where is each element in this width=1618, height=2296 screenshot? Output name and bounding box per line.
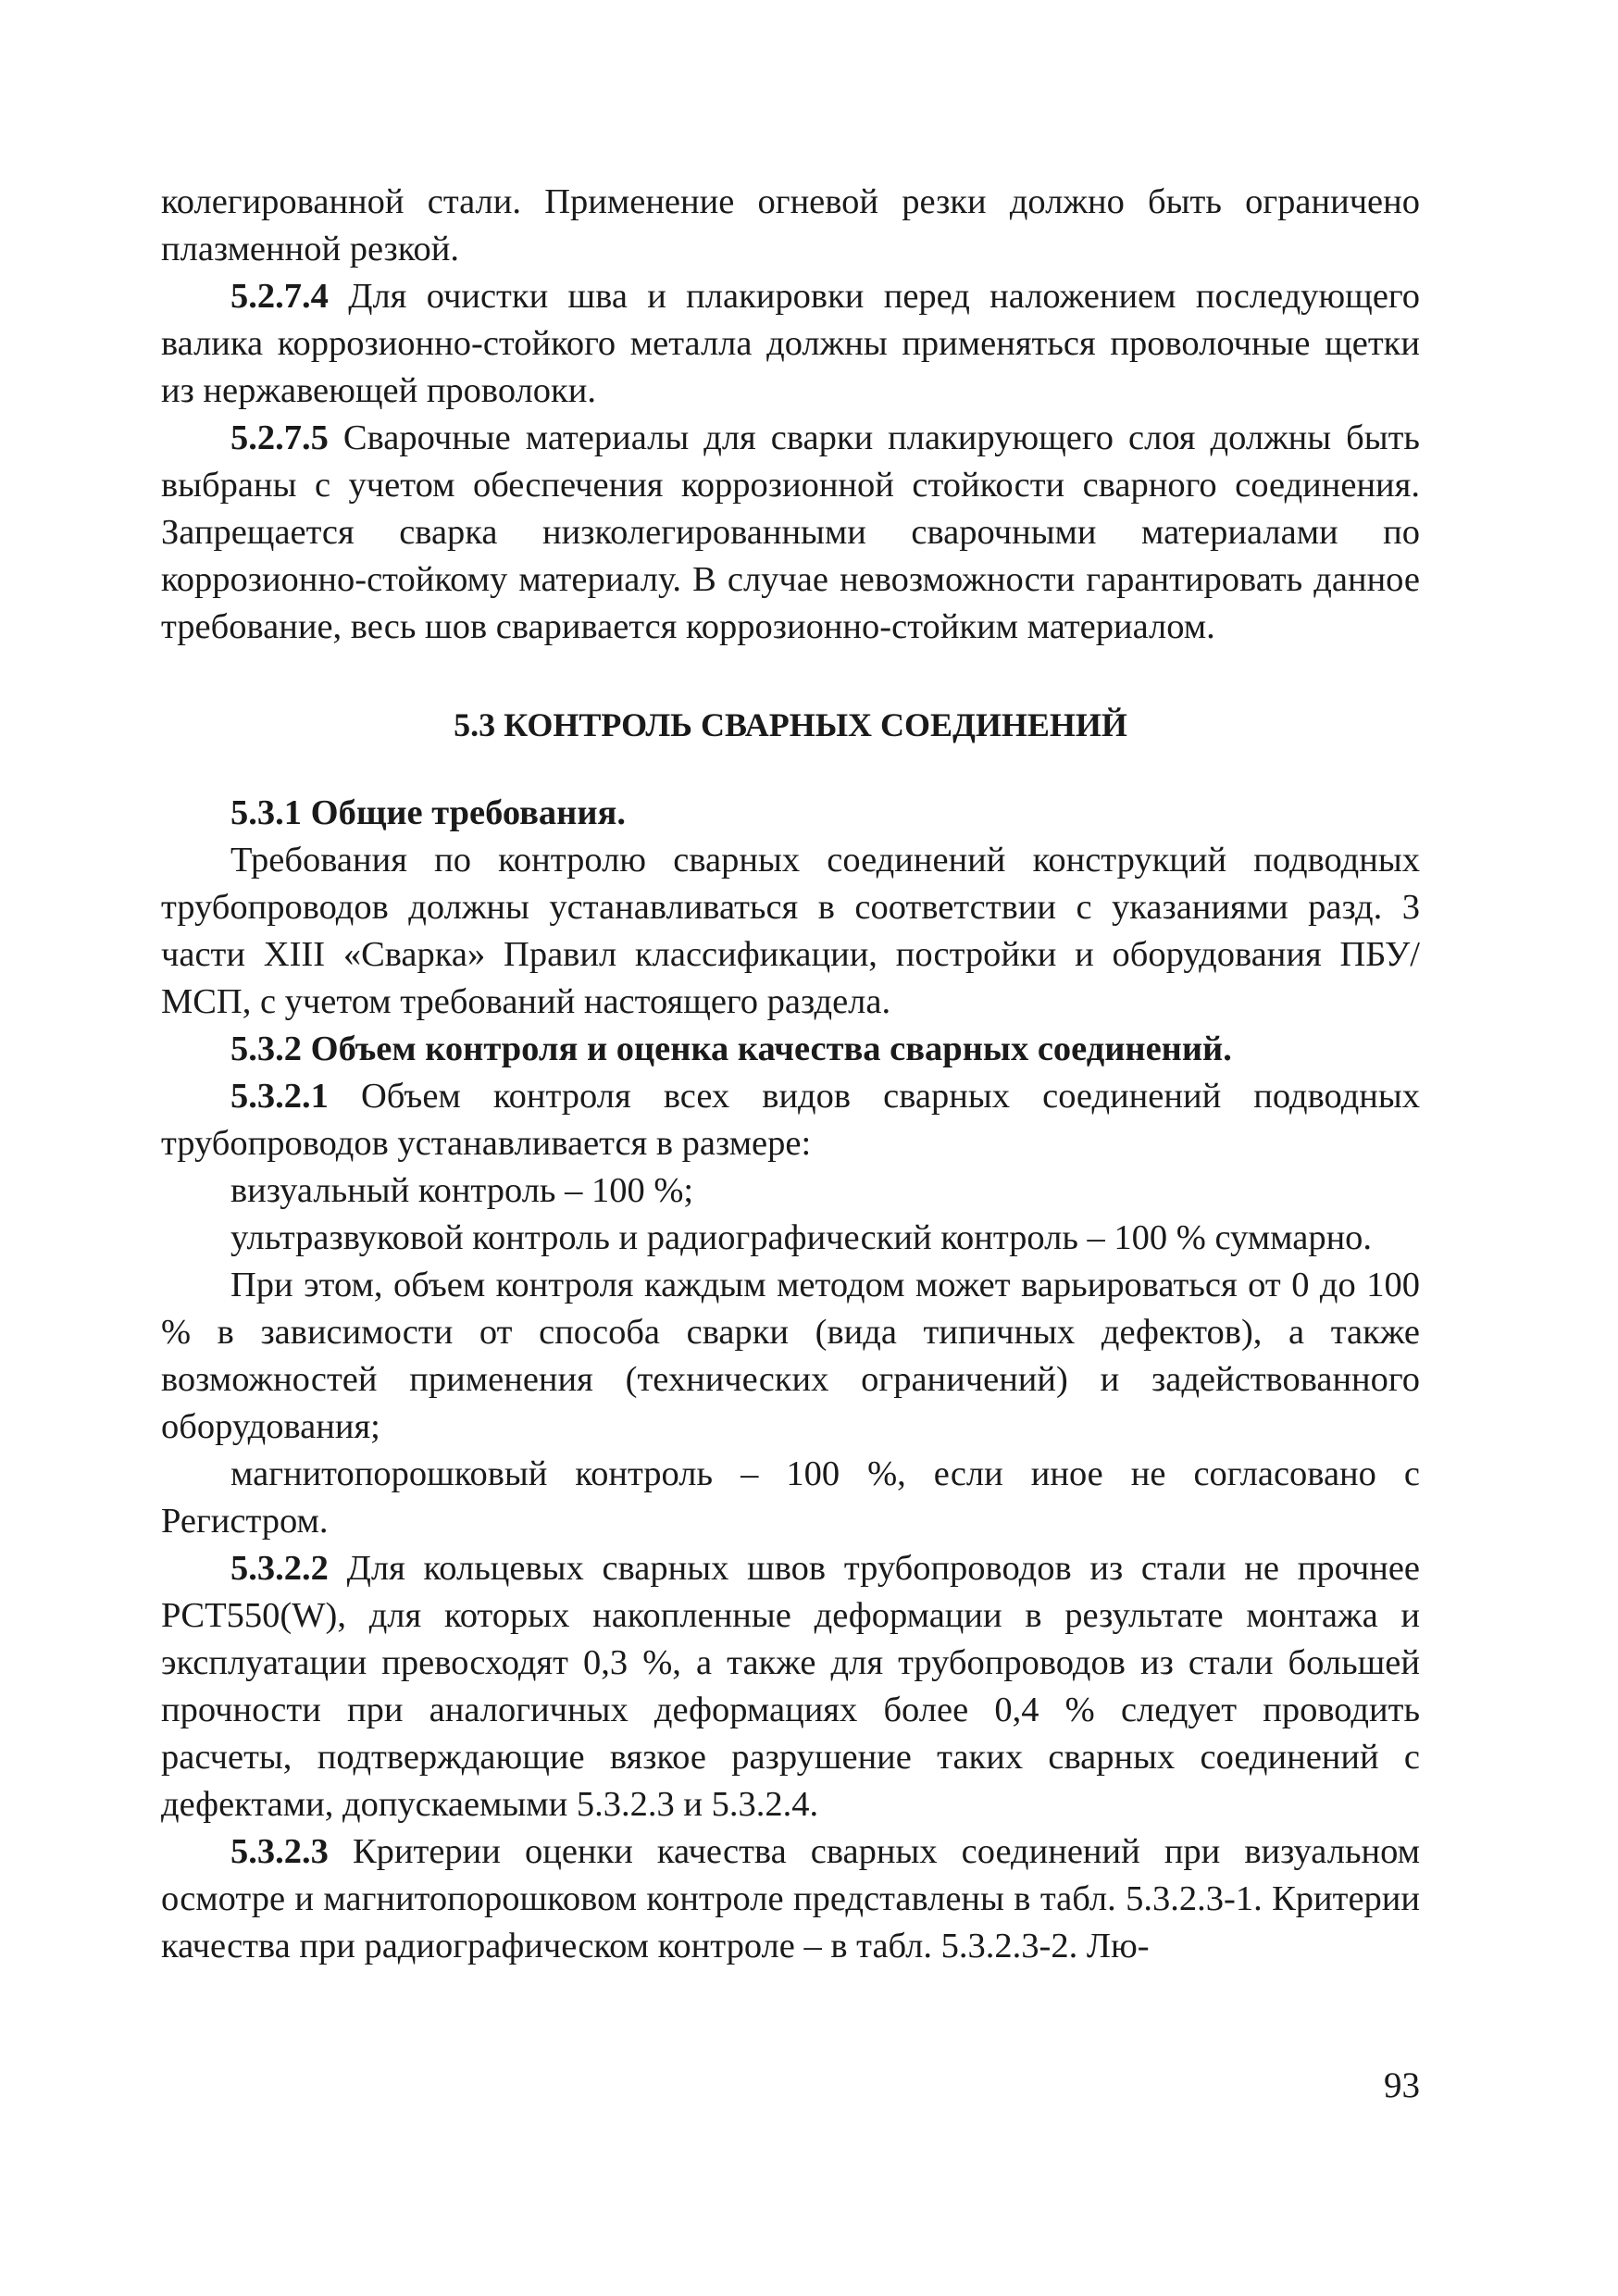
paragraph-continuation: колегированной стали. Применение огневой резки должно быть ограничено плазменной резкой. [161,182,1420,268]
clause-number: 5.2.7.5 [230,418,329,457]
clause-number: 5.2.7.4 [230,277,329,316]
clause-number: 5.3.2.3 [230,1832,329,1871]
paragraph-5-2-7-5 [161,415,1420,651]
clause-text: Сварочные материалы для сварки плакирующего слоя должны быть выбраны с учетом обеспечения коррозионной стойкости сварного соединения. Запрещается сварка низколегированными сварочными материалами по коррозионно-стойкому материалу. В случае невозможности гарантировать данное требование, весь шов сваривается коррозионно-стойким материалом. [161,418,1420,646]
page-number: 93 [1384,2065,1420,2105]
paragraph-5-3-2-2 [161,1545,1420,1828]
paragraph-5-3-2-1 [161,1073,1420,1167]
clause-text: Для кольцевых сварных швов трубопроводов из стали не прочнее PCT550(W), для которых накопленные деформации в результате монтажа и эксплуатации превосходят 0,3 %, а также для трубопроводов из стали большей прочности при аналогичных деформациях более 0,4 % следует проводить расчеты, подтверждающие вязкое разрушение таких сварных соединений с дефектами, допускаемыми 5.3.2.3 и 5.3.2.4. [161,1549,1420,1824]
clause-number: 5.3.2.2 [230,1549,329,1588]
list-item-visual: визуальный контроль – 100 %; [230,1171,694,1210]
document-body-top [161,179,1420,651]
subsection-heading-text: 5.3.2 Объем контроля и оценка качества сварных соединений. [230,1029,1232,1068]
list-item-ultrasonic: ультразвуковой контроль и радиографический контроль – 100 % суммарно. [230,1218,1373,1257]
paragraph-5-2-7-4 [161,273,1420,415]
document-body-main [161,790,1420,1970]
paragraph-range: При этом, объем контроля каждым методом может варьироваться от 0 до 100 % в зависимости от способа сварки (вида типичных дефектов), а также возможностей применения (технических ограничений) и задействованного оборудования; [161,1266,1420,1446]
subsection-heading-5-3-2 [161,1026,1420,1073]
clause-text: Критерии оценки качества сварных соединений при визуальном осмотре и магнитопорошковом контроле представлены в табл. 5.3.2.3-1. Критерии качества при радиографическом контроле – в табл. 5.3.2.3-2. Лю- [161,1832,1420,1965]
clause-text: Объем контроля всех видов сварных соединений подводных трубопроводов устанавливается в размере: [161,1077,1420,1163]
paragraph-general-requirements: Требования по контролю сварных соединений конструкций подводных трубопроводов должны устанавливаться в соответствии с указаниями разд. 3 части XIII «Сварка» Правил классификации, постройки и оборудования ПБУ/МСП, с учетом требований настоящего раздела. [161,841,1420,1021]
subsection-heading-text: 5.3.1 Общие требования. [230,793,626,832]
list-item-magnetic: магнитопорошковый контроль – 100 %, если иное не согласовано с Регистром. [161,1454,1420,1541]
paragraph-5-3-2-3 [161,1828,1420,1970]
section-heading: 5.3 КОНТРОЛЬ СВАРНЫХ СОЕДИНЕНИЙ [454,706,1127,743]
subsection-heading-5-3-1 [161,790,1420,837]
clause-text: Для очистки шва и плакировки перед наложением последующего валика коррозионно-стойкого металла должны применяться проволочные щетки из нержавеющей проволоки. [161,277,1420,410]
clause-number: 5.3.2.1 [230,1077,329,1116]
